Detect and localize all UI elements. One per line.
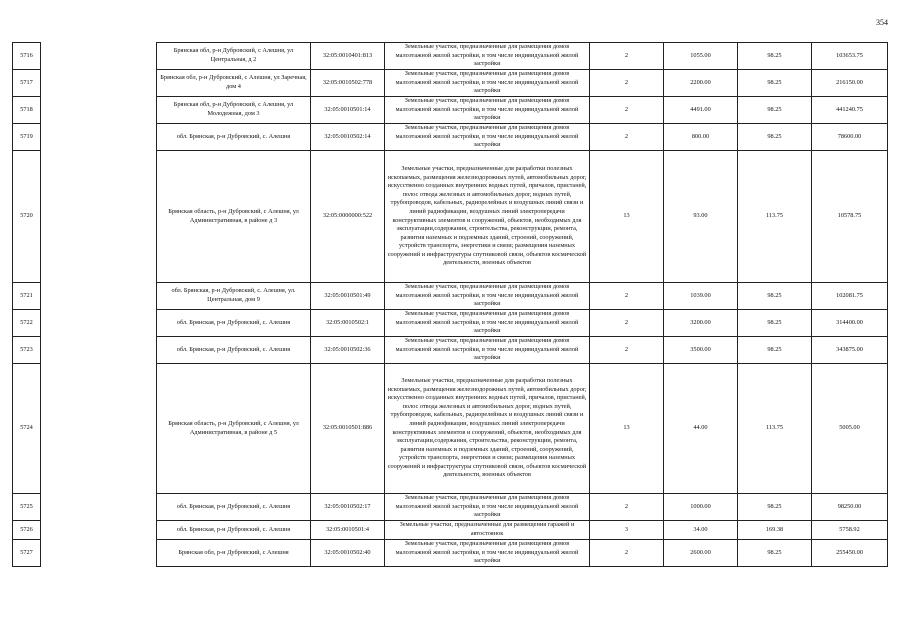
land-purpose-cell: Земельные участки, предназначенные для размещения домов малоэтажной жилой застройки, в том числе индивидуальной жилой застройки	[385, 70, 590, 97]
cadastral-number-cell: 32:05:0010502:36	[311, 337, 385, 364]
cadastral-value-cell: 102081.75	[812, 283, 888, 310]
group-number-cell: 2	[590, 97, 664, 124]
column-gap	[41, 494, 157, 521]
table-row	[13, 337, 888, 364]
column-gap	[41, 283, 157, 310]
row-number-cell: 5725	[13, 494, 41, 521]
land-purpose-cell: Земельные участки, предназначенные для разработки полезных ископаемых, размещения железнодорожных путей, автомобильных дорог, искусственно созданных внутренних водных путей, причалов, пристаней, полос отвода железных и автомобильных дорог, водных путей, трубопроводов, кабельных, радиорелейных и воздушных линий связи и линий радиофикации, воздушных линий электропередачи конструктивных элементов и сооружений, объектов, необходимых для эксплуатации,содержания, строительства, реконструкции, ремонта, развития наземных и подземных зданий, строений, сооружений, устройств транспорта, энергетики и связи; размещения наземных сооружений и инфраструктуры спутниковой связи, объектов космической деятельности, военных объектов	[385, 364, 590, 494]
table-row	[13, 521, 888, 540]
table-row	[13, 310, 888, 337]
cadastral-number-cell: 32:05:0010502:40	[311, 540, 385, 567]
column-gap	[41, 337, 157, 364]
row-number-cell: 5717	[13, 70, 41, 97]
cadastral-number-cell: 32:05:0010502:14	[311, 124, 385, 151]
group-number-cell: 13	[590, 151, 664, 283]
table-row	[13, 540, 888, 567]
area-cell: 34.00	[664, 521, 738, 540]
group-number-cell: 2	[590, 70, 664, 97]
address-cell: Брянская обл, р-н Дубровский, с Алешня, ул Молодежная, дом 3	[157, 97, 311, 124]
row-number-cell: 5727	[13, 540, 41, 567]
cadastral-value-cell: 441240.75	[812, 97, 888, 124]
column-gap	[41, 124, 157, 151]
cadastral-value-cell: 10578.75	[812, 151, 888, 283]
column-gap	[41, 364, 157, 494]
address-cell: обл. Брянская, р-н Дубровский, с. Алешня, ул. Центральная, дом 9	[157, 283, 311, 310]
area-cell: 3500.00	[664, 337, 738, 364]
specific-value-cell: 98.25	[738, 494, 812, 521]
row-number-cell: 5726	[13, 521, 41, 540]
cadastral-value-cell: 78600.00	[812, 124, 888, 151]
area-cell: 1000.00	[664, 494, 738, 521]
row-number-cell: 5716	[13, 43, 41, 70]
address-cell: Брянская обл, р-н Дубровский, с Алешня, ул Центральная, д 2	[157, 43, 311, 70]
specific-value-cell: 98.25	[738, 337, 812, 364]
land-purpose-cell: Земельные участки, предназначенные для размещения домов малоэтажной жилой застройки, в том числе индивидуальной жилой застройки	[385, 97, 590, 124]
cadastral-number-cell: 32:05:0010501:49	[311, 283, 385, 310]
area-cell: 2200.00	[664, 70, 738, 97]
column-gap	[41, 97, 157, 124]
column-gap	[41, 70, 157, 97]
column-gap	[41, 310, 157, 337]
cadastral-number-cell: 32:05:0010401:813	[311, 43, 385, 70]
cadastral-value-cell: 103653.75	[812, 43, 888, 70]
area-cell: 1055.00	[664, 43, 738, 70]
land-registry-table	[12, 42, 888, 567]
area-cell: 44.00	[664, 364, 738, 494]
specific-value-cell: 98.25	[738, 540, 812, 567]
address-cell: обл. Брянская, р-н Дубровский, с. Алешня	[157, 310, 311, 337]
address-cell: Брянская область, р-н Дубровский, с Алешня, ул Административная, в районе д 5	[157, 364, 311, 494]
land-purpose-cell: Земельные участки, предназначенные для размещения домов малоэтажной жилой застройки, в том числе индивидуальной жилой застройки	[385, 540, 590, 567]
specific-value-cell: 98.25	[738, 283, 812, 310]
column-gap	[41, 43, 157, 70]
land-purpose-cell: Земельные участки, предназначенные для размещения гаражей и автостоянок	[385, 521, 590, 540]
cadastral-value-cell: 98250.00	[812, 494, 888, 521]
specific-value-cell: 98.25	[738, 124, 812, 151]
land-purpose-cell: Земельные участки, предназначенные для размещения домов малоэтажной жилой застройки, в том числе индивидуальной жилой застройки	[385, 124, 590, 151]
row-number-cell: 5720	[13, 151, 41, 283]
cadastral-number-cell: 32:05:0010502:17	[311, 494, 385, 521]
cadastral-value-cell: 5758.92	[812, 521, 888, 540]
row-number-cell: 5718	[13, 97, 41, 124]
land-purpose-cell: Земельные участки, предназначенные для разработки полезных ископаемых, размещения железнодорожных путей, автомобильных дорог, искусственно созданных внутренних водных путей, причалов, пристаней, полос отвода железных и автомобильных дорог, водных путей, трубопроводов, кабельных, радиорелейных и воздушных линий связи и линий радиофикации, воздушных линий электропередачи конструктивных элементов и сооружений, объектов, необходимых для эксплуатации,содержания, строительства, реконструкции, ремонта, развития наземных и подземных зданий, строений, сооружений, устройств транспорта, энергетики и связи; размещения наземных сооружений и инфраструктуры спутниковой связи, объектов космической деятельности, военных объектов	[385, 151, 590, 283]
land-purpose-cell: Земельные участки, предназначенные для размещения домов малоэтажной жилой застройки, в том числе индивидуальной жилой застройки	[385, 494, 590, 521]
cadastral-value-cell: 255450.00	[812, 540, 888, 567]
cadastral-value-cell: 216150.00	[812, 70, 888, 97]
land-purpose-cell: Земельные участки, предназначенные для размещения домов малоэтажной жилой застройки, в том числе индивидуальной жилой застройки	[385, 310, 590, 337]
column-gap	[41, 540, 157, 567]
column-gap	[41, 151, 157, 283]
row-number-cell: 5721	[13, 283, 41, 310]
specific-value-cell: 98.25	[738, 310, 812, 337]
address-cell: обл. Брянская, р-н Дубровский, с. Алешня	[157, 521, 311, 540]
table-row	[13, 70, 888, 97]
cadastral-value-cell: 314400.00	[812, 310, 888, 337]
group-number-cell: 2	[590, 540, 664, 567]
column-gap	[41, 521, 157, 540]
specific-value-cell: 113.75	[738, 151, 812, 283]
specific-value-cell: 98.25	[738, 43, 812, 70]
group-number-cell: 2	[590, 337, 664, 364]
address-cell: обл. Брянская, р-н Дубровский, с. Алешня	[157, 124, 311, 151]
cadastral-number-cell: 32:05:0010501:4	[311, 521, 385, 540]
page-number: 354	[876, 18, 888, 27]
group-number-cell: 3	[590, 521, 664, 540]
area-cell: 93.00	[664, 151, 738, 283]
area-cell: 3200.00	[664, 310, 738, 337]
address-cell: Брянская обл, р-н Дубровский, с Алешня	[157, 540, 311, 567]
address-cell: обл. Брянская, р-н Дубровский, с. Алешня	[157, 337, 311, 364]
table-row	[13, 43, 888, 70]
cadastral-value-cell: 343875.00	[812, 337, 888, 364]
address-cell: обл. Брянская, р-н Дубровский, с. Алешня	[157, 494, 311, 521]
table-row	[13, 494, 888, 521]
area-cell: 1039.00	[664, 283, 738, 310]
row-number-cell: 5724	[13, 364, 41, 494]
table-row	[13, 97, 888, 124]
specific-value-cell: 98.25	[738, 97, 812, 124]
cadastral-number-cell: 32:05:0010502:778	[311, 70, 385, 97]
table-row	[13, 151, 888, 283]
group-number-cell: 2	[590, 124, 664, 151]
group-number-cell: 2	[590, 310, 664, 337]
area-cell: 2600.00	[664, 540, 738, 567]
cadastral-number-cell: 32:05:0000000:522	[311, 151, 385, 283]
area-cell: 800.00	[664, 124, 738, 151]
group-number-cell: 13	[590, 364, 664, 494]
area-cell: 4491.00	[664, 97, 738, 124]
row-number-cell: 5723	[13, 337, 41, 364]
cadastral-number-cell: 32:05:0010502:1	[311, 310, 385, 337]
specific-value-cell: 169.38	[738, 521, 812, 540]
cadastral-value-cell: 5005.00	[812, 364, 888, 494]
row-number-cell: 5719	[13, 124, 41, 151]
land-purpose-cell: Земельные участки, предназначенные для размещения домов малоэтажной жилой застройки, в том числе индивидуальной жилой застройки	[385, 43, 590, 70]
table-row	[13, 364, 888, 494]
table-row	[13, 283, 888, 310]
table-row	[13, 124, 888, 151]
group-number-cell: 2	[590, 283, 664, 310]
cadastral-number-cell: 32:05:0010501:886	[311, 364, 385, 494]
group-number-cell: 2	[590, 494, 664, 521]
land-purpose-cell: Земельные участки, предназначенные для размещения домов малоэтажной жилой застройки, в том числе индивидуальной жилой застройки	[385, 337, 590, 364]
specific-value-cell: 98.25	[738, 70, 812, 97]
address-cell: Брянская обл, р-н Дубровский, с Алешня, ул Заречная, дом 4	[157, 70, 311, 97]
address-cell: Брянская область, р-н Дубровский, с Алешня, ул Административная, в районе д 3	[157, 151, 311, 283]
land-purpose-cell: Земельные участки, предназначенные для размещения домов малоэтажной жилой застройки, в том числе индивидуальной жилой застройки	[385, 283, 590, 310]
specific-value-cell: 113.75	[738, 364, 812, 494]
group-number-cell: 2	[590, 43, 664, 70]
row-number-cell: 5722	[13, 310, 41, 337]
cadastral-number-cell: 32:05:0010501:14	[311, 97, 385, 124]
